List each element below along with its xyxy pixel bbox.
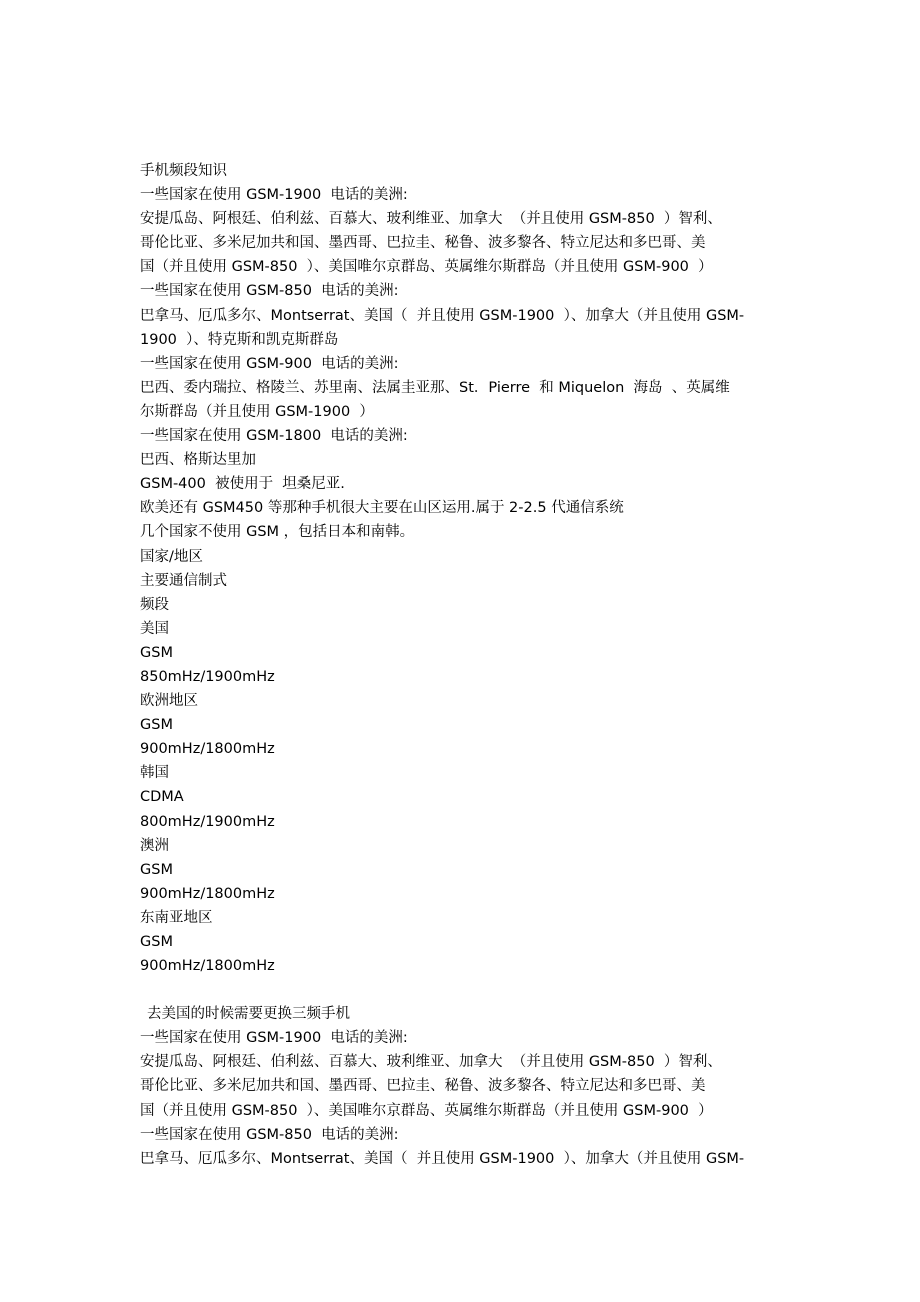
table-cell-standard: GSM [140,717,173,734]
text-line: GSM-400 被使用于 坦桑尼亚. [140,476,345,493]
text-line: 一些国家在使用 GSM-900 电话的美洲: [140,355,399,372]
table-cell-region: 欧洲地区 [140,693,198,710]
text-line: 国（并且使用 GSM-850 ）、美国唯尔京群岛、英属维尔斯群岛（并且使用 GSM-900 ） [140,259,713,276]
section-phone-bands [140,159,790,978]
text-line: 尔斯群岛（并且使用 GSM-1900 ） [140,403,374,420]
text-line: 国（并且使用 GSM-850 ）、美国唯尔京群岛、英属维尔斯群岛（并且使用 GSM-900 ） [140,1102,713,1119]
text-line: 巴拿马、厄瓜多尔、Montserrat、美国（ 并且使用 GSM-1900 ）、加拿大（并且使用 GSM- [140,1150,745,1167]
text-line: 巴拿马、厄瓜多尔、Montserrat、美国（ 并且使用 GSM-1900 ）、加拿大（并且使用 GSM- [140,307,745,324]
doc-title: 手机频段知识 [140,163,227,179]
table-cell-standard: GSM [140,934,173,950]
table-cell-standard: GSM [140,861,173,878]
paragraph-gap [140,978,790,1002]
text-line: 一些国家在使用 GSM-850 电话的美洲: [140,1126,399,1143]
text-line: 哥伦比亚、多米尼加共和国、墨西哥、巴拉圭、秘鲁、波多黎各、特立尼达和多巴哥、美 [140,1078,706,1095]
table-cell-region: 韩国 [140,765,169,782]
text-line: 欧美还有 GSM450 等那种手机很大主要在山区运用.属于 2-2.5 代通信系统 [140,500,624,517]
text-line: 巴西、委内瑞拉、格陵兰、苏里南、法属圭亚那、St．Pierre 和 Miquelon 海岛 、英属维 [140,379,730,396]
table-cell-band: 900mHz/1800mHz [140,885,275,902]
table-cell-standard: CDMA [140,789,184,806]
section-usa-tri-band [140,1002,790,1171]
table-header-band: 频段 [140,596,169,613]
table-cell-band: 900mHz/1800mHz [140,741,275,758]
table-cell-band: 850mHz/1900mHz [140,668,275,685]
text-line: 1900 ）、特克斯和凯克斯群岛 [140,331,339,348]
text-line: 巴西、格斯达里加 [140,452,256,469]
table-header-standard: 主要通信制式 [140,572,227,589]
section-heading: 去美国的时候需要更换三频手机 [147,1006,350,1023]
table-cell-band: 900mHz/1800mHz [140,958,275,975]
text-line: 一些国家在使用 GSM-1900 电话的美洲: [140,1030,408,1047]
text-line: 哥伦比亚、多米尼加共和国、墨西哥、巴拉圭、秘鲁、波多黎各、特立尼达和多巴哥、美 [140,235,706,252]
table-cell-region: 澳洲 [140,837,169,854]
text-line: 一些国家在使用 GSM-1800 电话的美洲: [140,428,408,445]
table-cell-band: 800mHz/1900mHz [140,813,275,830]
text-line: 一些国家在使用 GSM-1900 电话的美洲: [140,187,408,204]
text-line: 安提瓜岛、阿根廷、伯利兹、百慕大、玻利维亚、加拿大 （并且使用 GSM-850 ）智利、 [140,1054,722,1071]
text-line: 一些国家在使用 GSM-850 电话的美洲: [140,283,399,300]
table-header-country: 国家/地区 [140,548,203,565]
table-cell-region: 美国 [140,620,169,637]
document-page [140,159,790,1171]
table-cell-region: 东南亚地区 [140,909,213,926]
table-cell-standard: GSM [140,644,173,661]
text-line: 几个国家不使用 GSM ，包括日本和南韩。 [140,524,415,541]
text-line: 安提瓜岛、阿根廷、伯利兹、百慕大、玻利维亚、加拿大 （并且使用 GSM-850 ）智利、 [140,211,722,228]
